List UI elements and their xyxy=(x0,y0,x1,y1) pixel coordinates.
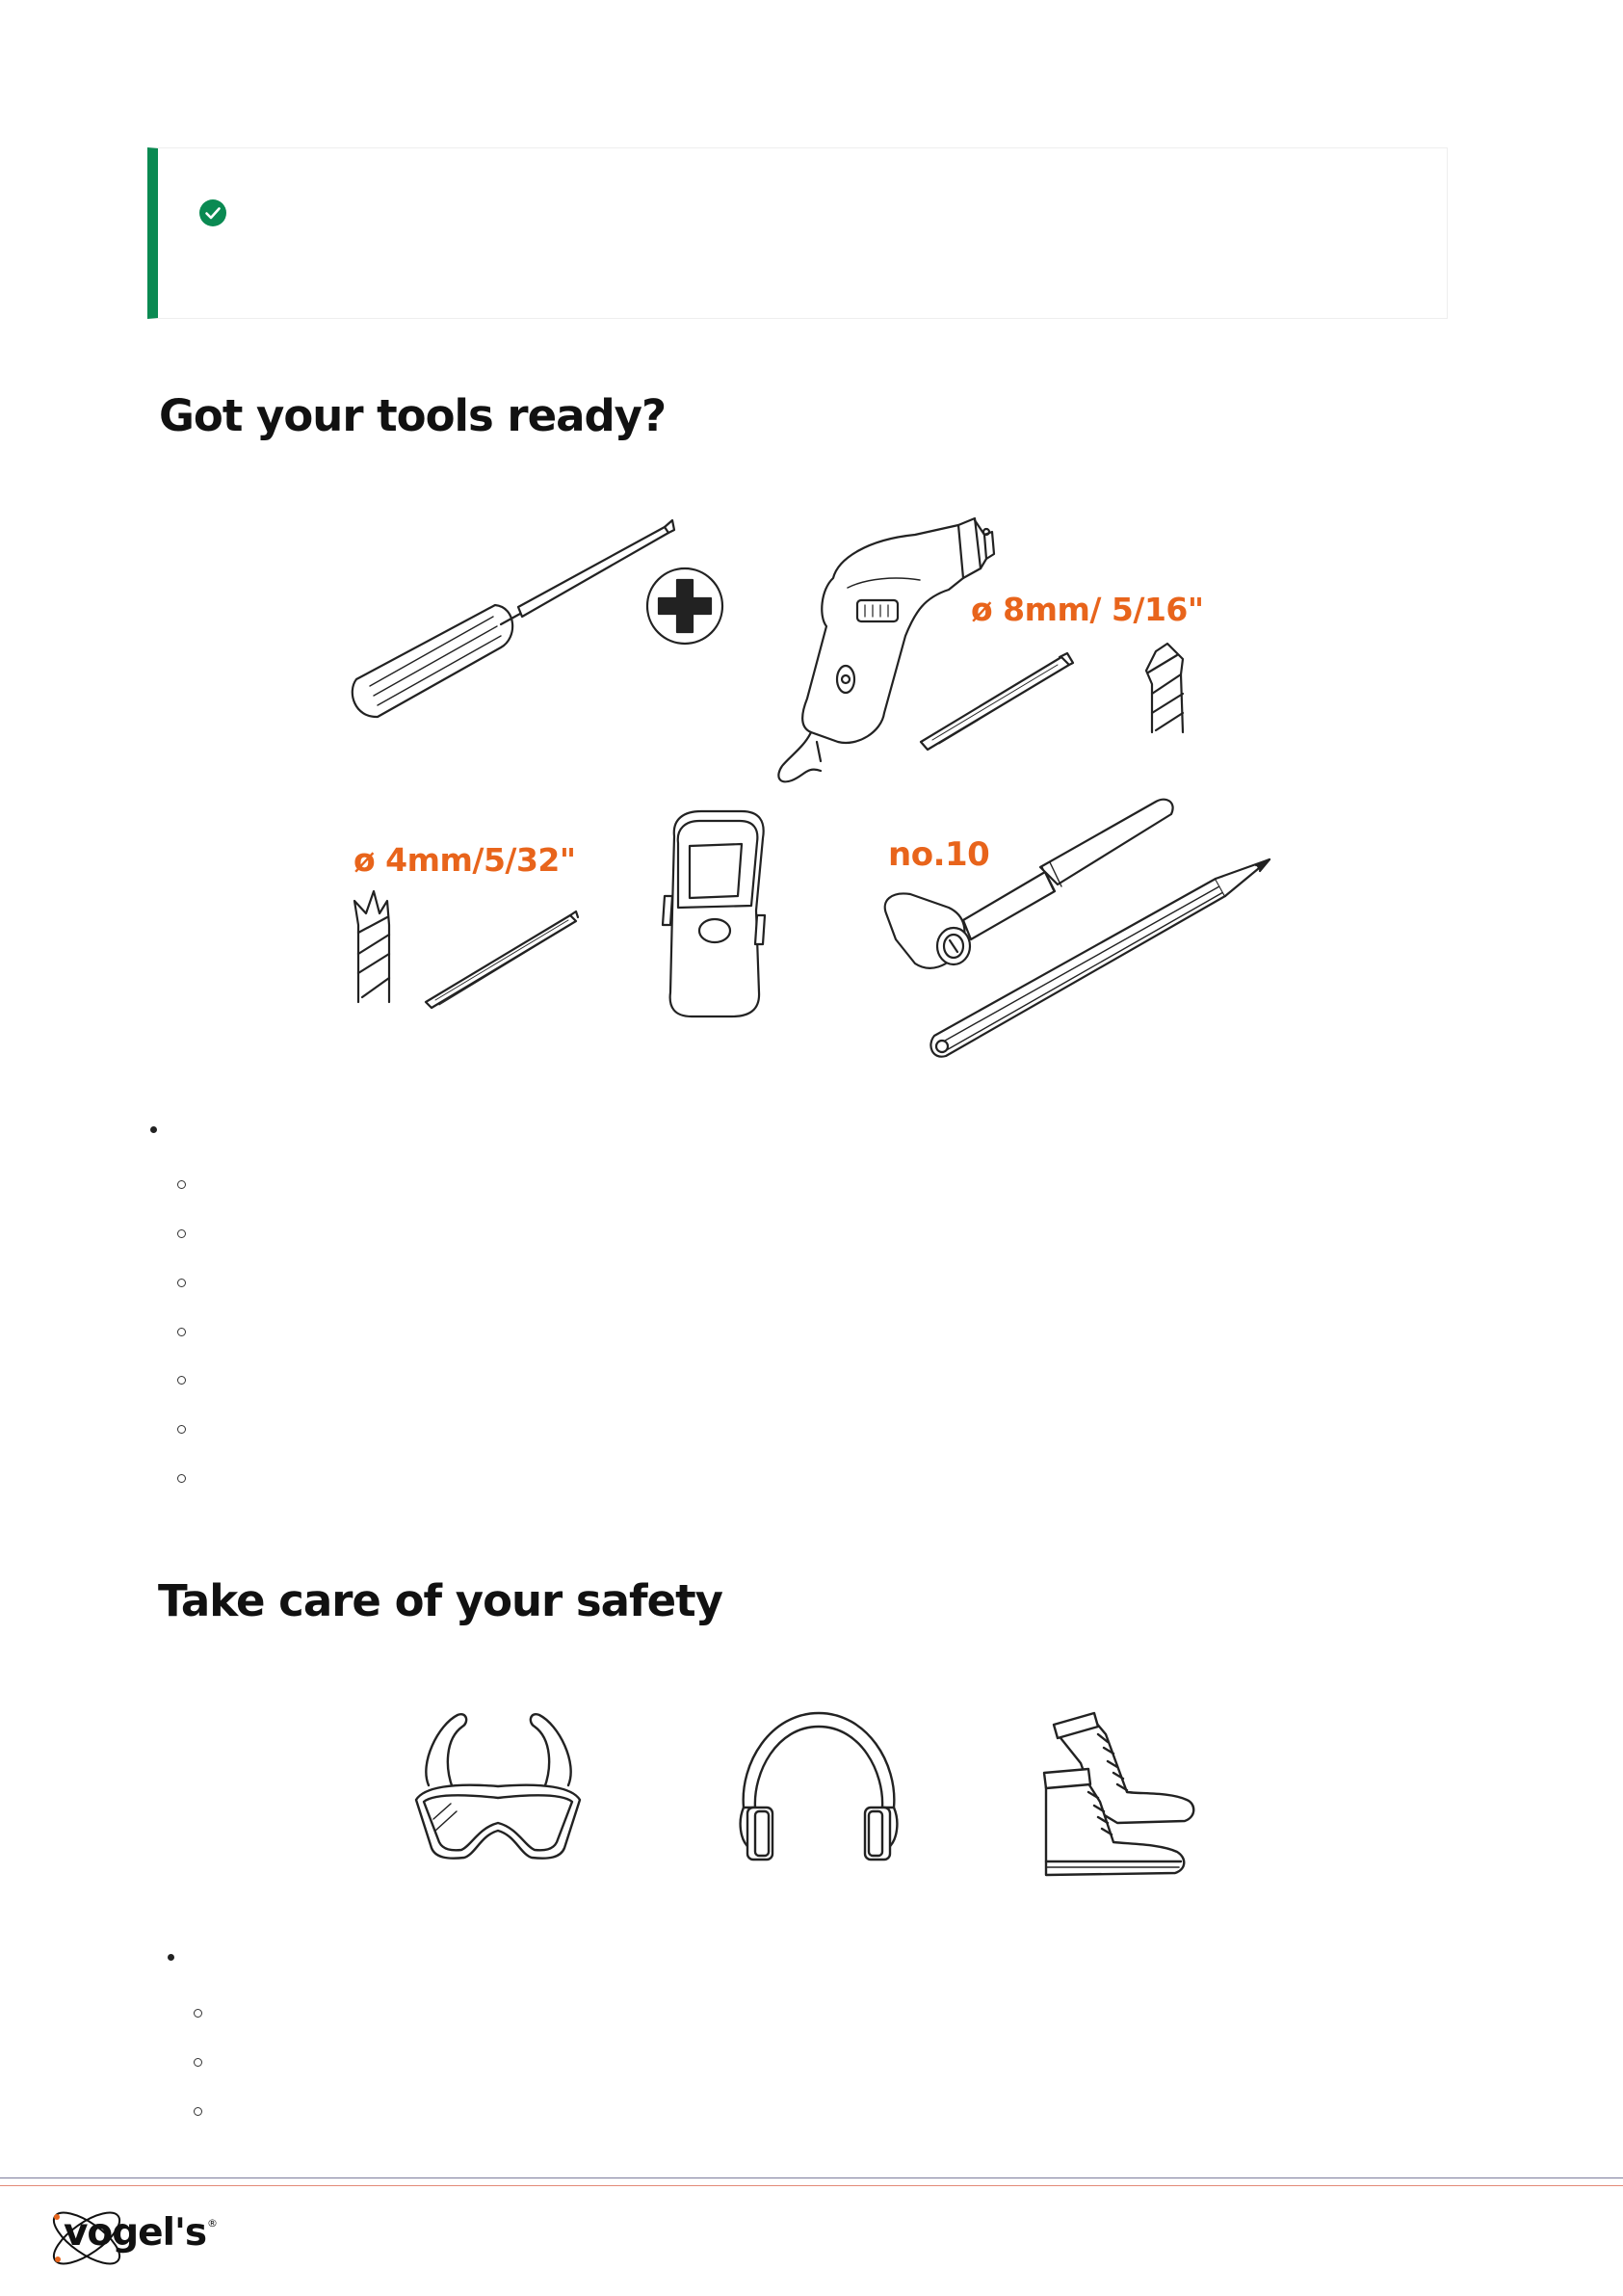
list-subbullet xyxy=(194,2009,202,2018)
drill-bit-4mm-label: ø 4mm/5/32" xyxy=(353,841,576,879)
list-subbullet xyxy=(194,2058,202,2067)
safety-goggles-icon xyxy=(416,1714,580,1859)
footer-rule-accent xyxy=(0,2185,1623,2186)
safety-boots-icon xyxy=(1044,1713,1193,1875)
registered-mark: ® xyxy=(207,2217,218,2230)
ear-muffs-icon xyxy=(741,1713,898,1860)
brand-name: vogel's xyxy=(64,2211,207,2255)
safety-heading: Take care of your safety xyxy=(158,1575,722,1626)
socket-size-label: no.10 xyxy=(888,835,990,874)
tools-heading: Got your tools ready? xyxy=(159,390,667,441)
list-bullet xyxy=(168,1954,174,1961)
drill-bit-8mm-label: ø 8mm/ 5/16" xyxy=(971,591,1204,628)
list-subbullet xyxy=(194,2107,202,2116)
footer-rule xyxy=(0,2177,1623,2178)
